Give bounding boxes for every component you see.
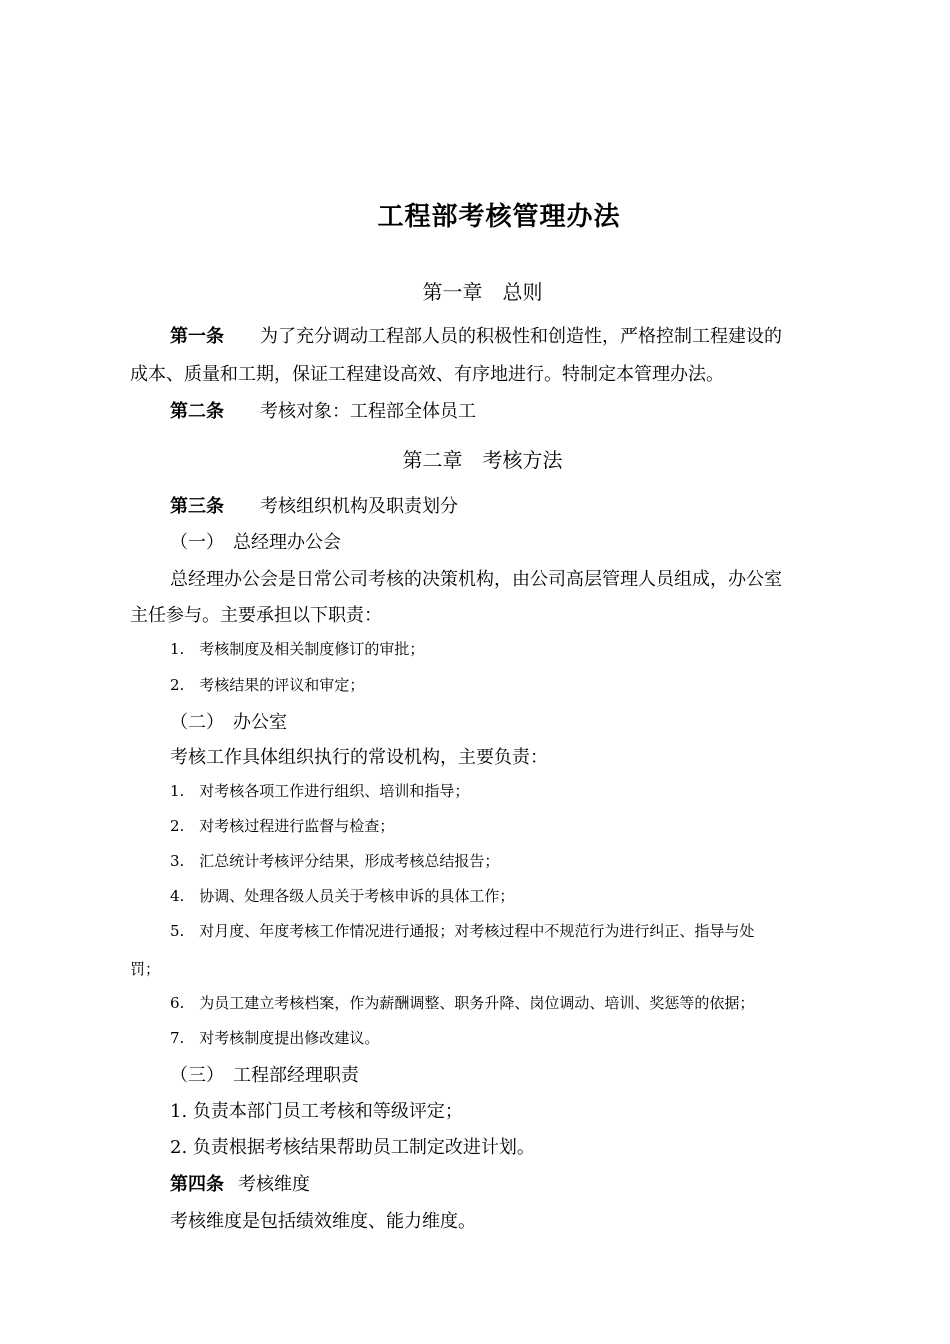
document-title: 工程部考核管理办法 <box>377 202 621 232</box>
section-2-title: （二） 办公室 <box>170 712 287 733</box>
section-1-paragraph-cont: 主任参与。主要承担以下职责： <box>130 605 382 626</box>
section-1-title: （一） 总经理办公会 <box>170 532 341 553</box>
section-1-paragraph: 总经理办公会是日常公司考核的决策机构，由公司高层管理人员组成，办公室 <box>170 569 782 590</box>
list-item: 1. 考核制度及相关制度修订的审批； <box>170 640 425 658</box>
section-3-title: （三） 工程部经理职责 <box>170 1065 359 1086</box>
list-item: 2. 考核结果的评议和审定； <box>170 676 365 694</box>
chapter-2-heading: 第二章 考核方法 <box>402 448 563 472</box>
list-item-continuation: 罚； <box>130 960 161 978</box>
article-2-label: 第二条 <box>170 401 224 422</box>
list-item: 1. 对考核各项工作进行组织、培训和指导； <box>170 782 470 800</box>
list-item: 7. 对考核制度提出修改建议。 <box>170 1029 380 1047</box>
article-2-text: 考核对象：工程部全体员工 <box>260 401 476 422</box>
list-item: 3. 汇总统计考核评分结果，形成考核总结报告； <box>170 852 500 870</box>
article-4-label: 第四条 <box>170 1174 224 1195</box>
article-1 <box>170 322 782 348</box>
article-3-text: 考核组织机构及职责划分 <box>260 496 458 517</box>
article-4-paragraph: 考核维度是包括绩效维度、能力维度。 <box>170 1211 476 1232</box>
article-2 <box>170 397 476 423</box>
article-4-text: 考核维度 <box>238 1174 310 1195</box>
section-2-intro: 考核工作具体组织执行的常设机构，主要负责： <box>170 747 548 768</box>
list-item: 2. 对考核过程进行监督与检查； <box>170 817 395 835</box>
list-item: 6. 为员工建立考核档案，作为薪酬调整、职务升降、岗位调动、培训、奖惩等的依据； <box>170 994 755 1012</box>
article-1-text: 为了充分调动工程部人员的积极性和创造性，严格控制工程建设的 <box>260 326 782 347</box>
list-item: 2. 负责根据考核结果帮助员工制定改进计划。 <box>170 1137 535 1158</box>
article-1-label: 第一条 <box>170 326 224 347</box>
article-3-label: 第三条 <box>170 496 224 517</box>
article-3 <box>170 492 458 518</box>
chapter-1-heading: 第一章 总则 <box>422 280 543 304</box>
list-item: 4. 协调、处理各级人员关于考核申诉的具体工作； <box>170 887 515 905</box>
list-item: 1. 负责本部门员工考核和等级评定； <box>170 1101 463 1122</box>
article-4 <box>170 1170 310 1196</box>
list-item: 5. 对月度、年度考核工作情况进行通报；对考核过程中不规范行为进行纠正、指导与处 <box>170 922 755 940</box>
article-1-continuation: 成本、质量和工期，保证工程建设高效、有序地进行。特制定本管理办法。 <box>130 364 724 385</box>
